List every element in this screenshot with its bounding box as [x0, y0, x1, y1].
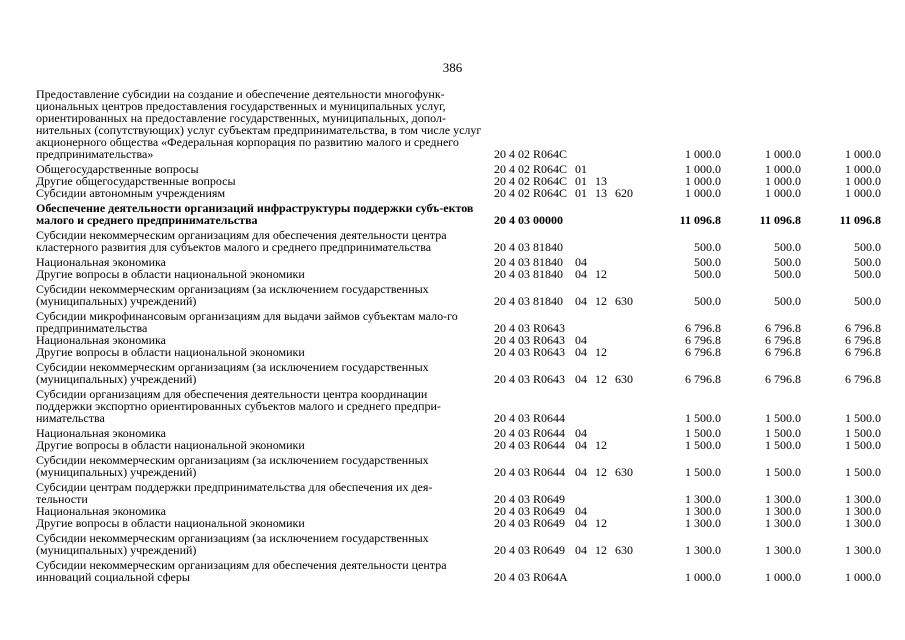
row-target-code: 20 4 03 R0643	[494, 372, 566, 386]
row-subsection: 12	[595, 438, 607, 452]
row-amount-year-1: 1 500.0	[685, 438, 721, 452]
row-expense-type: 630	[615, 294, 633, 308]
row-target-code: 20 4 03 R0649	[494, 543, 566, 557]
row-section: 04	[575, 345, 587, 359]
row-expense-type	[615, 505, 641, 517]
row-subsection: 12	[595, 543, 607, 557]
row-expense-type	[615, 307, 641, 334]
row-amount-year-3: 6 796.8	[845, 345, 881, 359]
row-target-code: 20 4 03 00000	[494, 213, 563, 227]
row-subsection	[595, 85, 615, 160]
table-row	[36, 307, 881, 334]
row-subsection	[595, 160, 615, 175]
row-amount-year-3: 1 000.0	[845, 147, 881, 161]
row-amount-year-2: 1 500.0	[765, 465, 801, 479]
row-amount-year-2: 500.0	[774, 240, 801, 254]
row-section: 04	[575, 294, 587, 308]
row-amount-year-2: 1 300.0	[765, 492, 801, 506]
row-amount-year-1: 1 000.0	[685, 186, 721, 200]
row-amount-year-1: 11 096.8	[679, 213, 721, 227]
row-target-code: 20 4 03 R0644	[494, 438, 566, 452]
row-expense-type: 630	[615, 543, 633, 557]
row-subsection	[595, 556, 615, 583]
row-section	[575, 478, 595, 505]
row-amount-year-3: 1 300.0	[845, 516, 881, 530]
row-subsection: 12	[595, 294, 607, 308]
row-section: 01	[575, 162, 587, 176]
table-row	[36, 358, 881, 385]
row-amount-year-1: 1 500.0	[685, 411, 721, 425]
row-target-code: 20 4 02 R064C	[494, 162, 568, 176]
page-number: 386	[442, 60, 463, 75]
table-row	[36, 280, 881, 307]
row-target-code: 20 4 03 R0644	[494, 426, 566, 440]
row-name: Общегосударственные вопросы	[36, 162, 199, 176]
row-expense-type	[615, 424, 641, 439]
row-amount-year-3: 1 000.0	[845, 174, 881, 188]
table-row	[36, 253, 881, 268]
row-target-code: 20 4 03 R0644	[494, 465, 566, 479]
row-section: 01	[575, 186, 587, 200]
row-amount-year-3: 1 500.0	[845, 438, 881, 452]
row-expense-type	[615, 199, 641, 226]
row-subsection: 12	[595, 345, 607, 359]
row-section: 04	[575, 426, 587, 440]
row-amount-year-3: 6 796.8	[845, 321, 881, 335]
row-amount-year-3: 1 300.0	[845, 504, 881, 518]
table-row	[36, 556, 881, 583]
row-amount-year-3: 1 000.0	[845, 162, 881, 176]
row-section	[575, 226, 595, 253]
table-row	[36, 451, 881, 478]
row-name: Другие вопросы в области национальной экономики	[36, 438, 305, 452]
row-expense-type	[615, 160, 641, 175]
row-name: Субсидии некоммерческим организациям для обеспечения деятельности центра инноваций социальной сферы	[36, 558, 447, 584]
row-name: Субсидии автономным учреждениям	[36, 186, 226, 200]
row-section	[575, 307, 595, 334]
row-target-code: 20 4 03 R0649	[494, 516, 566, 530]
row-amount-year-2: 500.0	[774, 267, 801, 281]
table-row	[36, 424, 881, 439]
row-amount-year-3: 1 500.0	[845, 411, 881, 425]
row-amount-year-2: 1 500.0	[765, 438, 801, 452]
row-amount-year-2: 1 000.0	[765, 570, 801, 584]
row-name: Субсидии некоммерческим организациям (за исключением государственных (муниципальных) учреждений)	[36, 531, 429, 557]
row-name: Субсидии некоммерческим организациям для обеспечения деятельности центра кластерного развития для субъектов малого и среднего предпринимательства	[36, 228, 447, 254]
row-name: Национальная экономика	[36, 333, 166, 347]
row-expense-type	[615, 517, 641, 529]
row-amount-year-2: 1 000.0	[765, 174, 801, 188]
row-expense-type	[615, 334, 641, 346]
row-subsection: 12	[595, 267, 607, 281]
row-amount-year-3: 500.0	[854, 240, 881, 254]
row-subsection	[595, 253, 615, 268]
row-target-code: 20 4 03 81840	[494, 267, 563, 281]
row-amount-year-1: 1 300.0	[685, 543, 721, 557]
row-expense-type	[615, 439, 641, 451]
table-row	[36, 199, 881, 226]
row-amount-year-1: 1 000.0	[685, 174, 721, 188]
row-name: Другие общегосударственные вопросы	[36, 174, 236, 188]
row-section	[575, 85, 595, 160]
row-amount-year-2: 1 300.0	[765, 504, 801, 518]
row-target-code: 20 4 03 R0649	[494, 504, 566, 518]
row-amount-year-1: 500.0	[694, 240, 721, 254]
table-row	[36, 478, 881, 505]
table-row	[36, 346, 881, 358]
row-target-code: 20 4 02 R064C	[494, 147, 568, 161]
row-amount-year-1: 500.0	[694, 294, 721, 308]
row-amount-year-1: 6 796.8	[685, 372, 721, 386]
row-subsection	[595, 424, 615, 439]
row-amount-year-3: 1 000.0	[845, 186, 881, 200]
row-amount-year-3: 6 796.8	[845, 372, 881, 386]
row-target-code: 20 4 03 R064A	[494, 570, 568, 584]
row-subsection: 13	[595, 186, 607, 200]
row-subsection: 13	[595, 174, 607, 188]
row-name: Национальная экономика	[36, 426, 166, 440]
row-section	[575, 556, 595, 583]
row-expense-type	[615, 253, 641, 268]
row-name: Субсидии центрам поддержки предпринимательства для обеспечения их дея-тельности	[36, 480, 433, 506]
row-amount-year-2: 6 796.8	[765, 333, 801, 347]
row-amount-year-2: 1 300.0	[765, 543, 801, 557]
row-section	[575, 385, 595, 424]
row-name: Национальная экономика	[36, 504, 166, 518]
row-amount-year-1: 1 300.0	[685, 492, 721, 506]
row-name: Субсидии некоммерческим организациям (за исключением государственных (муниципальных) учреждений)	[36, 453, 429, 479]
row-amount-year-1: 6 796.8	[685, 321, 721, 335]
row-target-code: 20 4 03 R0643	[494, 321, 566, 335]
row-amount-year-1: 1 500.0	[685, 426, 721, 440]
row-expense-type: 620	[615, 186, 633, 200]
table-row	[36, 160, 881, 175]
row-section: 04	[575, 438, 587, 452]
row-amount-year-2: 11 096.8	[759, 213, 801, 227]
row-section: 04	[575, 465, 587, 479]
table-row	[36, 529, 881, 556]
row-name: Субсидии некоммерческим организациям (за исключением государственных (муниципальных) учреждений)	[36, 360, 429, 386]
row-name: Субсидии некоммерческим организациям (за исключением государственных (муниципальных) учреждений)	[36, 282, 429, 308]
row-amount-year-2: 1 500.0	[765, 426, 801, 440]
table-row	[36, 385, 881, 424]
row-name: Обеспечение деятельности организаций инфраструктуры поддержки субъ-ектов малого и среднего предпринимательства	[36, 201, 474, 227]
row-target-code: 20 4 03 81840	[494, 255, 563, 269]
row-amount-year-2: 1 300.0	[765, 516, 801, 530]
row-expense-type	[615, 478, 641, 505]
row-section: 04	[575, 333, 587, 347]
row-name: Другие вопросы в области национальной экономики	[36, 345, 305, 359]
row-target-code: 20 4 03 81840	[494, 294, 563, 308]
row-amount-year-1: 1 000.0	[685, 147, 721, 161]
row-expense-type: 630	[615, 465, 633, 479]
row-expense-type	[615, 346, 641, 358]
row-expense-type	[615, 268, 641, 280]
row-amount-year-3: 500.0	[854, 267, 881, 281]
row-section	[575, 199, 595, 226]
row-amount-year-3: 500.0	[854, 255, 881, 269]
row-name: Другие вопросы в области национальной экономики	[36, 267, 305, 281]
row-section: 04	[575, 543, 587, 557]
row-target-code: 20 4 03 R0644	[494, 411, 566, 425]
budget-table	[36, 85, 881, 583]
row-section: 04	[575, 267, 587, 281]
row-expense-type	[615, 556, 641, 583]
row-amount-year-3: 1 500.0	[845, 465, 881, 479]
row-amount-year-1: 1 000.0	[685, 162, 721, 176]
row-amount-year-2: 1 000.0	[765, 147, 801, 161]
row-amount-year-2: 500.0	[774, 294, 801, 308]
row-amount-year-2: 500.0	[774, 255, 801, 269]
row-amount-year-2: 6 796.8	[765, 345, 801, 359]
row-expense-type: 630	[615, 372, 633, 386]
row-target-code: 20 4 02 R064C	[494, 186, 568, 200]
table-row	[36, 226, 881, 253]
row-amount-year-2: 1 500.0	[765, 411, 801, 425]
row-section: 04	[575, 516, 587, 530]
row-target-code: 20 4 03 R0649	[494, 492, 566, 506]
table-row	[36, 268, 881, 280]
row-amount-year-3: 6 796.8	[845, 333, 881, 347]
row-amount-year-1: 1 300.0	[685, 504, 721, 518]
row-amount-year-1: 1 000.0	[685, 570, 721, 584]
row-amount-year-1: 1 300.0	[685, 516, 721, 530]
table-row	[36, 187, 881, 199]
table-row	[36, 85, 881, 160]
row-subsection	[595, 385, 615, 424]
row-amount-year-1: 1 500.0	[685, 465, 721, 479]
row-amount-year-1: 6 796.8	[685, 333, 721, 347]
table-row	[36, 439, 881, 451]
row-name: Субсидии микрофинансовым организациям для выдачи займов субъектам мало-го предпринимательства	[36, 309, 458, 335]
row-amount-year-3: 1 300.0	[845, 543, 881, 557]
row-amount-year-3: 1 000.0	[845, 570, 881, 584]
row-subsection: 12	[595, 372, 607, 386]
row-subsection: 12	[595, 516, 607, 530]
row-section: 04	[575, 504, 587, 518]
row-expense-type	[615, 385, 641, 424]
row-section: 04	[575, 372, 587, 386]
row-name: Другие вопросы в области национальной экономики	[36, 516, 305, 530]
row-amount-year-3: 500.0	[854, 294, 881, 308]
row-target-code: 20 4 03 81840	[494, 240, 563, 254]
row-amount-year-1: 500.0	[694, 267, 721, 281]
row-name: Предоставление субсидии на создание и обеспечение деятельности многофунк-циональных центров предоставления государственных и муниципальных услуг, ориентированных на предоставление государственных, муниципальных, допол-нительных (сопутствующих) услуг субъектам предпринимательства, в том числе услуг акционерного общества «Федеральная корпорация по развитию малого и среднего предпринимательства»	[36, 87, 482, 161]
row-amount-year-2: 6 796.8	[765, 372, 801, 386]
row-amount-year-3: 1 500.0	[845, 426, 881, 440]
table-row	[36, 517, 881, 529]
row-target-code: 20 4 03 R0643	[494, 345, 566, 359]
budget-table-body	[36, 85, 881, 583]
row-subsection	[595, 478, 615, 505]
row-expense-type	[615, 85, 641, 160]
row-section: 04	[575, 255, 587, 269]
row-subsection	[595, 307, 615, 334]
row-target-code: 20 4 03 R0643	[494, 333, 566, 347]
row-subsection: 12	[595, 465, 607, 479]
row-subsection	[595, 199, 615, 226]
row-name: Национальная экономика	[36, 255, 166, 269]
row-amount-year-1: 500.0	[694, 255, 721, 269]
row-subsection	[595, 226, 615, 253]
row-expense-type	[615, 226, 641, 253]
row-amount-year-3: 1 300.0	[845, 492, 881, 506]
row-amount-year-3: 11 096.8	[839, 213, 881, 227]
row-amount-year-2: 1 000.0	[765, 162, 801, 176]
row-amount-year-2: 1 000.0	[765, 186, 801, 200]
row-name: Субсидии организациям для обеспечения деятельности центра координации поддержки экспортно ориентированных субъектов малого и среднего предпри-нимательства	[36, 387, 441, 425]
row-amount-year-2: 6 796.8	[765, 321, 801, 335]
row-target-code: 20 4 02 R064C	[494, 174, 568, 188]
row-amount-year-1: 6 796.8	[685, 345, 721, 359]
row-section: 01	[575, 174, 587, 188]
